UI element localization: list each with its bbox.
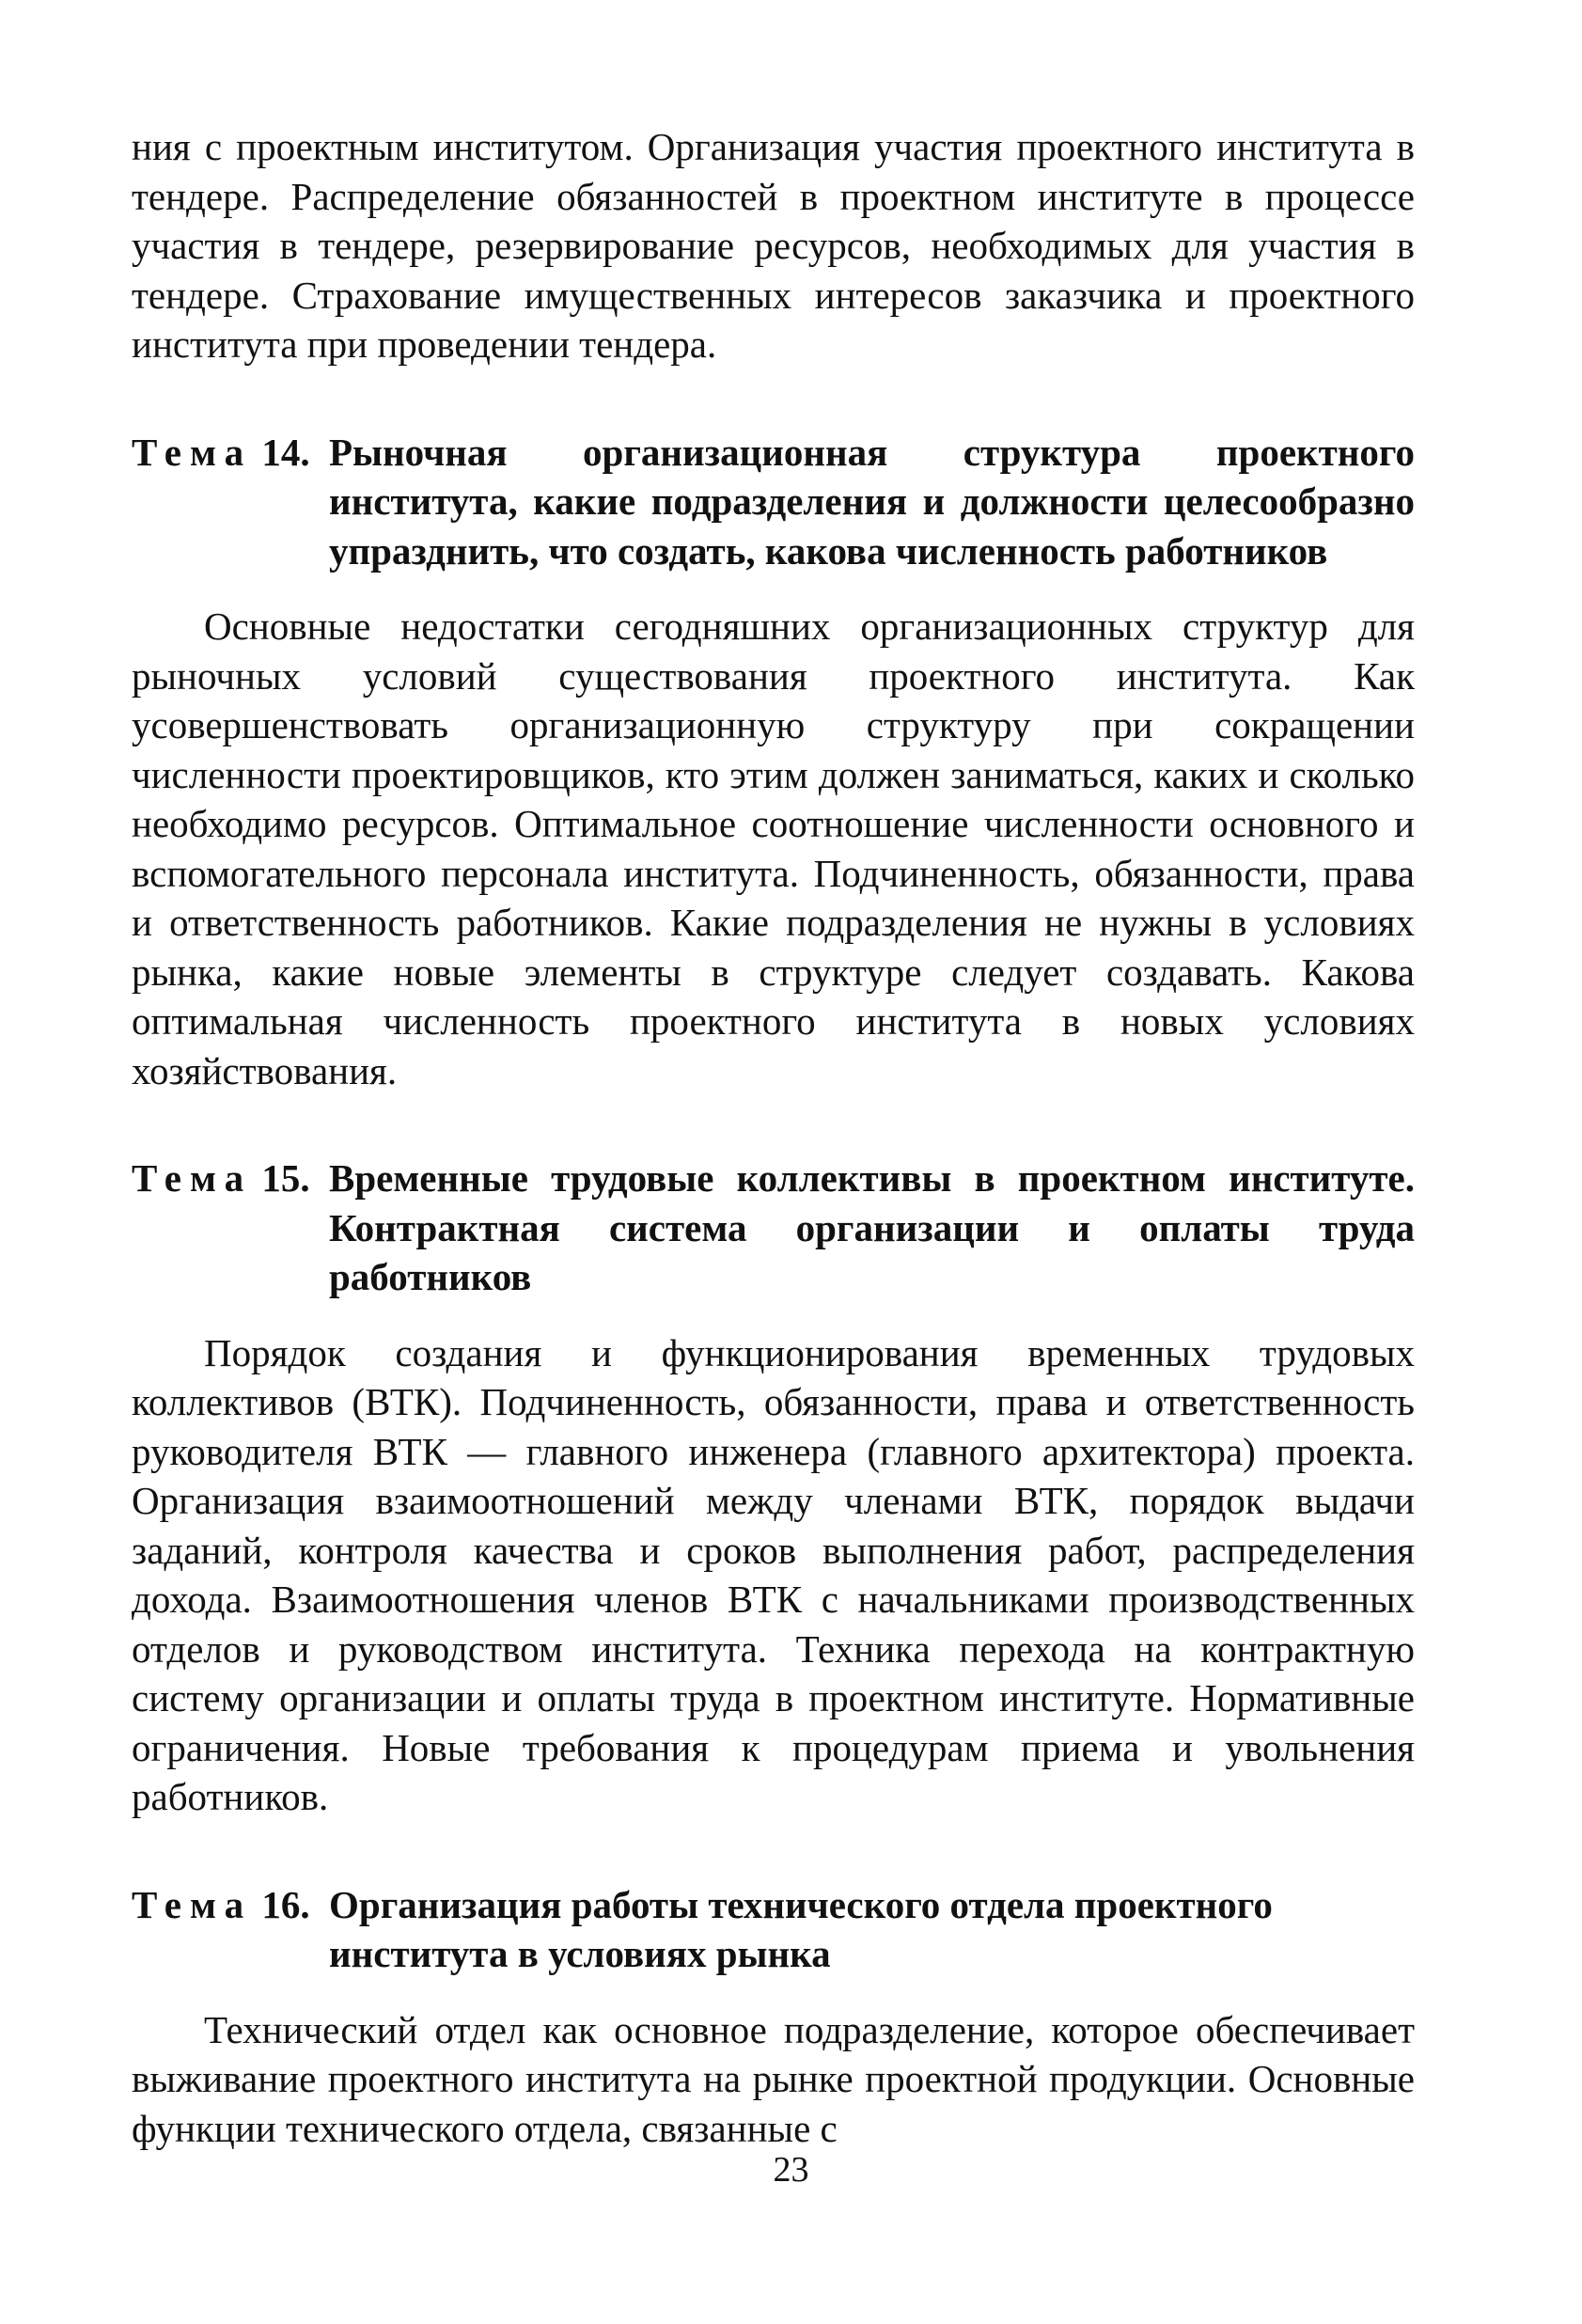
topic-14-label xyxy=(132,428,329,478)
topic-15-label xyxy=(132,1154,329,1203)
topic-15-body: Порядок создания и функционирования временных трудовых коллективов (ВТК). Подчиненность, обязанности, права и ответственность руководителя ВТК — главного инженера (главного архитектора) проекта. Организация взаимоотношений между членами ВТК, порядок выдачи заданий, контроля качества и сроков выполнения работ, распределения дохода. Взаимоотношения членов ВТК с начальниками производственных отделов и руководством института. Техника перехода на контрактную систему организации и оплаты труда в проектном институте. Нормативные ограничения. Новые требования к процедурам приема и увольнения работников. xyxy=(132,1330,1415,1818)
topic-14-body: Основные недостатки сегодняшних организационных структур для рыночных условий существования проектного института. Как усовершенствовать организационную структуру при сокращении численности проектировщиков, кто этим должен заниматься, каких и сколько необходимо ресурсов. Оптимальное соотношение численности основного и вспомогательного персонала института. Подчиненность, обязанности, права и ответственность работников. Какие подразделения не нужны в условиях рынка, какие новые элементы в структуре следует создавать. Какова оптимальная численность проектного института в новых условиях хозяйствования. xyxy=(132,605,1415,1092)
topic-label-number: 14. xyxy=(261,430,310,474)
topic-16-body: Технический отдел как основное подразделение, которое обеспечивает выживание проектного института на рынке проектной продукции. Основные функции технического отдела, связанные с xyxy=(132,2007,1415,2150)
topic-label-word: Тема xyxy=(132,430,253,474)
topic-16-label xyxy=(132,1880,329,1930)
topic-label-word: Тема xyxy=(132,1882,253,1926)
topic-label-number: 16. xyxy=(261,1882,310,1926)
topic-15-heading xyxy=(132,1154,1415,1302)
page-number: 23 xyxy=(773,2150,809,2190)
topic-14-title: Рыночная организационная структура проектного института, какие подразделения и должности целесообразно упразднить, что создать, какова численность работников xyxy=(329,430,1415,573)
topic-16-heading xyxy=(132,1880,1415,1979)
topic-label-word: Тема xyxy=(132,1156,253,1200)
opening-paragraph: ния с проектным институтом. Организация участия проектного института в тендере. Распределение обязанностей в проектном институте в процессе участия в тендере, резервирование ресурсов, необходимых для участия в тендере. Страхование имущественных интересов заказчика и проектного института при проведении тендера. xyxy=(132,125,1415,366)
topic-label-number: 15. xyxy=(261,1156,310,1200)
topic-14-heading xyxy=(132,428,1415,576)
topic-15-title: Временные трудовые коллективы в проектном институте. Контрактная система организации и оплаты труда работников xyxy=(329,1156,1415,1298)
document-page xyxy=(132,122,1415,2153)
topic-16-title: Организация работы технического отдела проектного института в условиях рынка xyxy=(329,1882,1273,1975)
